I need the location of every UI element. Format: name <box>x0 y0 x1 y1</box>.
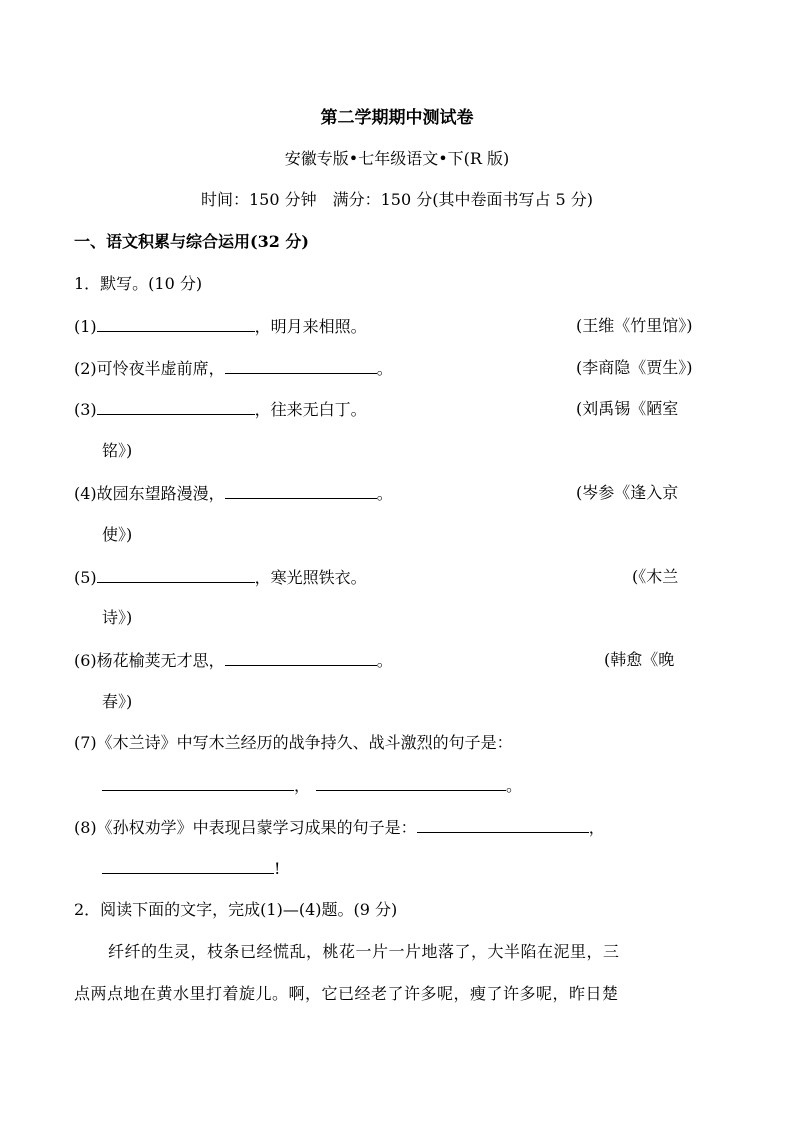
item-source: (王维《竹里馆》) <box>576 316 693 335</box>
exam-title: 第二学期期中测试卷 <box>320 108 474 128</box>
answer-blank[interactable] <box>102 774 294 791</box>
item-text: ，寒光照铁衣。 <box>254 568 367 587</box>
answer-blank[interactable] <box>97 566 255 583</box>
item-number: (4) <box>74 484 97 503</box>
item-source: (李商隐《贾生》) <box>576 358 693 377</box>
item-number: (2) <box>74 359 97 378</box>
answer-blank[interactable] <box>225 482 377 499</box>
item-text-end: 。 <box>376 359 393 378</box>
answer-blank[interactable] <box>225 649 377 666</box>
q1-item-6 <box>74 649 393 672</box>
item-text: 杨花榆荚无才思， <box>96 651 225 670</box>
exam-subtitle: 安徽专版•七年级语文•下(R 版) <box>284 149 510 168</box>
q1-item-5 <box>74 566 367 589</box>
item-end: ! <box>274 859 281 878</box>
q1-item-2 <box>74 357 393 380</box>
item-sep: ， <box>294 776 311 795</box>
item-source-cont: 春》) <box>102 692 133 711</box>
q1-item-8-line2 <box>102 857 280 880</box>
q1-item-4 <box>74 482 393 505</box>
q1-stem: 1．默写。(10 分) <box>74 274 203 293</box>
reading-passage-line-2: 点两点地在黄水里打着旋儿。啊，它已经老了许多呢，瘦了许多呢，昨日楚 <box>74 984 619 1003</box>
item-number: (1) <box>74 317 97 336</box>
item-source: (韩愈《晚 <box>604 650 675 669</box>
item-text: 可怜夜半虚前席， <box>96 359 225 378</box>
item-end: 。 <box>506 776 523 795</box>
item-text: 故园东望路漫漫， <box>96 484 225 503</box>
item-text-end: 。 <box>376 651 393 670</box>
item-number: (7) <box>74 733 97 752</box>
answer-blank[interactable] <box>225 357 377 374</box>
q1-item-7-line2 <box>102 774 522 797</box>
answer-blank[interactable] <box>102 857 274 874</box>
answer-blank[interactable] <box>417 816 589 833</box>
answer-blank[interactable] <box>97 315 255 332</box>
item-text: 《孙权劝学》中表现吕蒙学习成果的句子是： <box>96 818 417 837</box>
answer-blank[interactable] <box>316 774 506 791</box>
item-text: ，往来无白丁。 <box>254 400 367 419</box>
item-source-cont: 使》) <box>102 525 133 544</box>
item-source: (刘禹锡《陋室 <box>576 399 679 418</box>
reading-passage-line-1: 纤纤的生灵，枝条已经慌乱，桃花一片一片地落了，大半陷在泥里，三 <box>108 942 620 961</box>
item-source-cont: 诗》) <box>102 608 133 627</box>
item-text-end: 。 <box>376 484 393 503</box>
exam-meta: 时间：150 分钟 满分：150 分(其中卷面书写占 5 分) <box>200 190 594 209</box>
item-source: (《木兰 <box>632 567 679 586</box>
q1-item-8 <box>74 816 605 839</box>
item-source: (岑参《逢入京 <box>576 483 679 502</box>
item-text: 《木兰诗》中写木兰经历的战争持久、战斗激烈的句子是： <box>96 733 513 752</box>
item-number: (5) <box>74 568 97 587</box>
item-number: (8) <box>74 818 97 837</box>
q1-item-7 <box>74 732 513 754</box>
item-sep: ， <box>588 818 605 837</box>
q2-stem: 2．阅读下面的文字，完成(1)—(4)题。(9 分) <box>74 900 398 919</box>
item-source-cont: 铭》) <box>102 441 133 460</box>
q1-item-3 <box>74 398 367 421</box>
answer-blank[interactable] <box>97 398 255 415</box>
q1-item-1 <box>74 315 367 338</box>
item-text: ，明月来相照。 <box>254 317 367 336</box>
item-number: (3) <box>74 400 97 419</box>
item-number: (6) <box>74 651 97 670</box>
section-heading: 一、语文积累与综合运用(32 分) <box>74 232 309 251</box>
